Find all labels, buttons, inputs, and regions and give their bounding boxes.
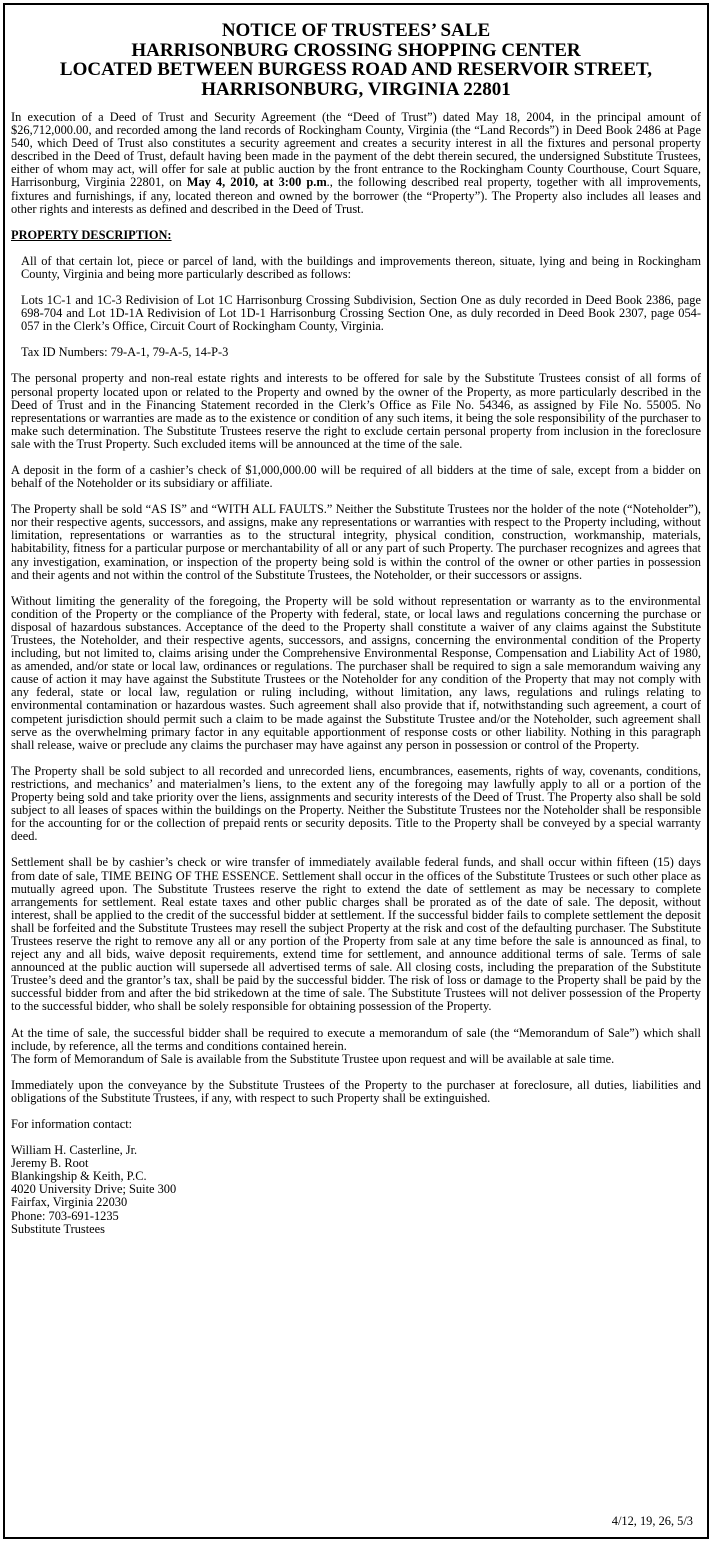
contact-line: William H. Casterline, Jr. xyxy=(11,1143,138,1158)
contact-line: Phone: 703-691-1235 xyxy=(11,1208,119,1223)
as-is-paragraph: The Property shall be sold “AS IS” and “WITH ALL FAULTS.” Neither the Substitute Trustees nor the holder of the note (“Noteholder”), nor their respective agents, successors, and assigns, make any representations or warranties with respect to the Property including, without limitation, representations or warranties as to the structural integrity, physical condition, construction, workmanship, materials, habitability, fitness for a particular purpose or merchantability of all or any part of such Property. The purchaser recognizes and agrees that any investigation, examination, or inspection of the property being sold is within the control of the owner or other parties in possession and their agents and not within the control of the Substitute Trustees, the Noteholder, or their successors or assigns. xyxy=(11,502,701,582)
contact-line: Substitute Trustees xyxy=(11,1221,105,1236)
notice-body xyxy=(11,21,701,1236)
notice-frame xyxy=(3,3,709,1539)
lots-paragraph: Lots 1C-1 and 1C-3 Redivision of Lot 1C Harrisonburg Crossing Subdivision, Section One as duly recorded in Deed Book 2386, page 698-704 and Lot 1D-1A Redivision of Lot 1D-1 Harrisonburg Crossing Section One, as duly recorded in Deed Book 2307, page 054-057 in the Clerk’s Office, Circuit Court of Rockingham County, Virginia. xyxy=(21,293,701,334)
memorandum-text: At the time of sale, the successful bidder shall be required to execute a memorandum of sale (the “Memorandum of Sale”) which shall include, by reference, all the terms and conditions contained herein. xyxy=(11,1025,701,1053)
publication-dates: 4/12, 19, 26, 5/3 xyxy=(611,1514,693,1528)
contact-block xyxy=(11,1144,701,1236)
notice-title xyxy=(11,21,701,99)
title-line: HARRISONBURG, VIRGINIA 22801 xyxy=(201,78,511,100)
deposit-paragraph: A deposit in the form of a cashier’s check of $1,000,000.00 will be required of all bidders at the time of sale, except from a bidder on behalf of the Noteholder or its subsidiary or affiliate. xyxy=(11,462,701,491)
title-line: HARRISONBURG CROSSING SHOPPING CENTER xyxy=(131,39,581,61)
environmental-paragraph: Without limiting the generality of the foregoing, the Property will be sold without representation or warranty as to the environmental condition of the Property or the compliance of the Property with federal, state, or local laws and regulations concerning the purchase or disposal of hazardous substances. Acceptance of the deed to the Property shall constitute a waiver of any claims against the Substitute Trustees, the Noteholder, and their respective agents, successors, and assigns, concerning the environmental condition of the Property including, but not limited to, claims arising under the Comprehensive Environmental Response, Compensation and Liability Act of 1980, as amended, and/or state or local law, ordinances or regulations. The purchaser shall be required to sign a sale memorandum waiving any cause of action it may have against the Substitute Trustees or the Noteholder for any condition of the Property that may not comply with any federal, state or local law, regulation or ruling including, without limitation, any laws, regulations and rulings relating to environmental contamination or hazardous wastes. Such agreement shall also provide that if, notwithstanding such agreement, a court of competent jurisdiction should permit such a claim to be made against the Substitute Trustee and/or the Noteholder, such agreement shall serve as the overwhelming primary factor in any equitable apportionment of response costs or other liability. Nothing in this paragraph shall release, waive or preclude any claims the purchaser may have against any person in possession or control of the Property. xyxy=(11,593,701,752)
property-description-heading: PROPERTY DESCRIPTION: xyxy=(11,227,172,242)
contact-intro: For information contact: xyxy=(11,1117,133,1131)
tax-id-paragraph: Tax ID Numbers: 79-A-1, 79-A-5, 14-P-3 xyxy=(21,345,229,360)
sale-date-time: May 4, 2010, at 3:00 p.m xyxy=(186,175,327,190)
intro-paragraph xyxy=(11,111,701,216)
title-line: LOCATED BETWEEN BURGESS ROAD AND RESERVOIR STREET, xyxy=(59,59,653,80)
memorandum-form-text: The form of Memorandum of Sale is available from the Substitute Trustee upon request and will be available at sale time. xyxy=(11,1051,615,1066)
contact-line: Jeremy B. Root xyxy=(11,1156,89,1171)
intro-text: In execution of a Deed of Trust and Security Agreement (the “Deed of Trust”) dated May 18, 2004, in the principal amount of $26,712,000.00, and recorded among the land records of Rockingham County, Virginia (the “Land Records”) in Deed Book 2486 at Page 540, which Deed of Trust also constitutes a security agreement and creates a security interest in all the fixtures and personal property described in the Deed of Trust, default having been made in the payment of the debt therein secured, the undersigned Substitute Trustees, either of whom may act, will offer for sale at public auction by the front entrance to the Rockingham County Courthouse, Court Square, Harrisonburg, Virginia 22801, on xyxy=(11,110,701,190)
liens-paragraph: The Property shall be sold subject to all recorded and unrecorded liens, encumbrances, easements, rights of way, covenants, conditions, restrictions, and mechanics’ and materialmen’s liens, to the extent any of the foregoing may lawfully apply to all or a portion of the Property being sold and take priority over the liens, assignments and security interests of the Deed of Trust. The Property also shall be sold subject to all leases of spaces within the buildings on the Property. Neither the Substitute Trustees nor the Noteholder shall be responsible for the accounting for or the collection of prepaid rents or security deposits. Title to the Property shall be conveyed by a special warranty deed. xyxy=(11,763,701,844)
settlement-paragraph: Settlement shall be by cashier’s check or wire transfer of immediately available federal funds, and shall occur within fifteen (15) days from date of sale, TIME BEING OF THE ESSENCE. Settlement shall occur in the offices of the Substitute Trustees or such other place as mutually agreed upon. The Substitute Trustees reserve the right to extend the date of settlement as may be necessary to complete arrangements for settlement. Real estate taxes and other public charges shall be prorated as of the date of sale. The deposit, without interest, shall be applied to the credit of the successful bidder at settlement. If the successful bidder fails to complete settlement the deposit shall be forfeited and the Substitute Trustees may resell the subject Property at the risk and cost of the defaulting purchaser. The Substitute Trustees reserve the right to remove any all or any portion of the Property from sale at any time before the sale is announced as final, to reject any and all bids, waive deposit requirements, extend time for settlement, and announce additional terms of sale. Terms of sale announced at the public auction will supersede all advertised terms of sale. All closing costs, including the preparation of the Substitute Trustee’s deed and the grantor’s tax, shall be paid by the successful bidder. The risk of loss or damage to the Property shall be paid by the successful bidder from and after the bid strikedown at the time of sale. The Substitute Trustees will not deliver possession of the Property to the successful bidder, who shall be solely responsible for obtaining possession of the Property. xyxy=(11,855,701,1014)
conveyance-paragraph: Immediately upon the conveyance by the Substitute Trustees of the Property to the purchaser at foreclosure, all duties, liabilities and obligations of the Substitute Trustees, if any, with respect to such Property shall be extinguished. xyxy=(11,1077,701,1105)
intro-text-end: ., the following described real property, together with all improvements, fixtures and furnishings, if any, located thereon and owned by the borrower (the “Property”). The Property also includes all leases and other rights and interests as defined and described in the Deed of Trust. xyxy=(11,175,702,216)
memorandum-paragraph xyxy=(11,1027,701,1066)
contact-line: Blankingship & Keith, P.C. xyxy=(11,1169,147,1184)
property-paragraph: All of that certain lot, piece or parcel of land, with the buildings and improvements thereon, situate, lying and being in Rockingham County, Virginia and being more particularly described as follows: xyxy=(21,253,701,281)
personal-property-paragraph: The personal property and non-real estate rights and interests to be offered for sale by the Substitute Trustees consist of all forms of personal property located upon or related to the Property and owned by the owner of the Property, as more particularly described in the Deed of Trust and in the Financing Statement recorded in the Clerk’s Office as File No. 54346, as assigned by File No. 55005. No representations or warranties are made as to the existence or condition of any such items, it being the sole responsibility of the purchaser to make such determination. The Substitute Trustees reserve the right to exclude certain personal property from inclusion in the foreclosure sale with the Trust Property. Such excluded items will be announced at the time of the sale. xyxy=(11,371,701,451)
contact-line: Fairfax, Virginia 22030 xyxy=(11,1195,128,1210)
title-line: NOTICE OF TRUSTEES’ SALE xyxy=(221,20,491,41)
contact-line: 4020 University Drive; Suite 300 xyxy=(11,1182,177,1197)
